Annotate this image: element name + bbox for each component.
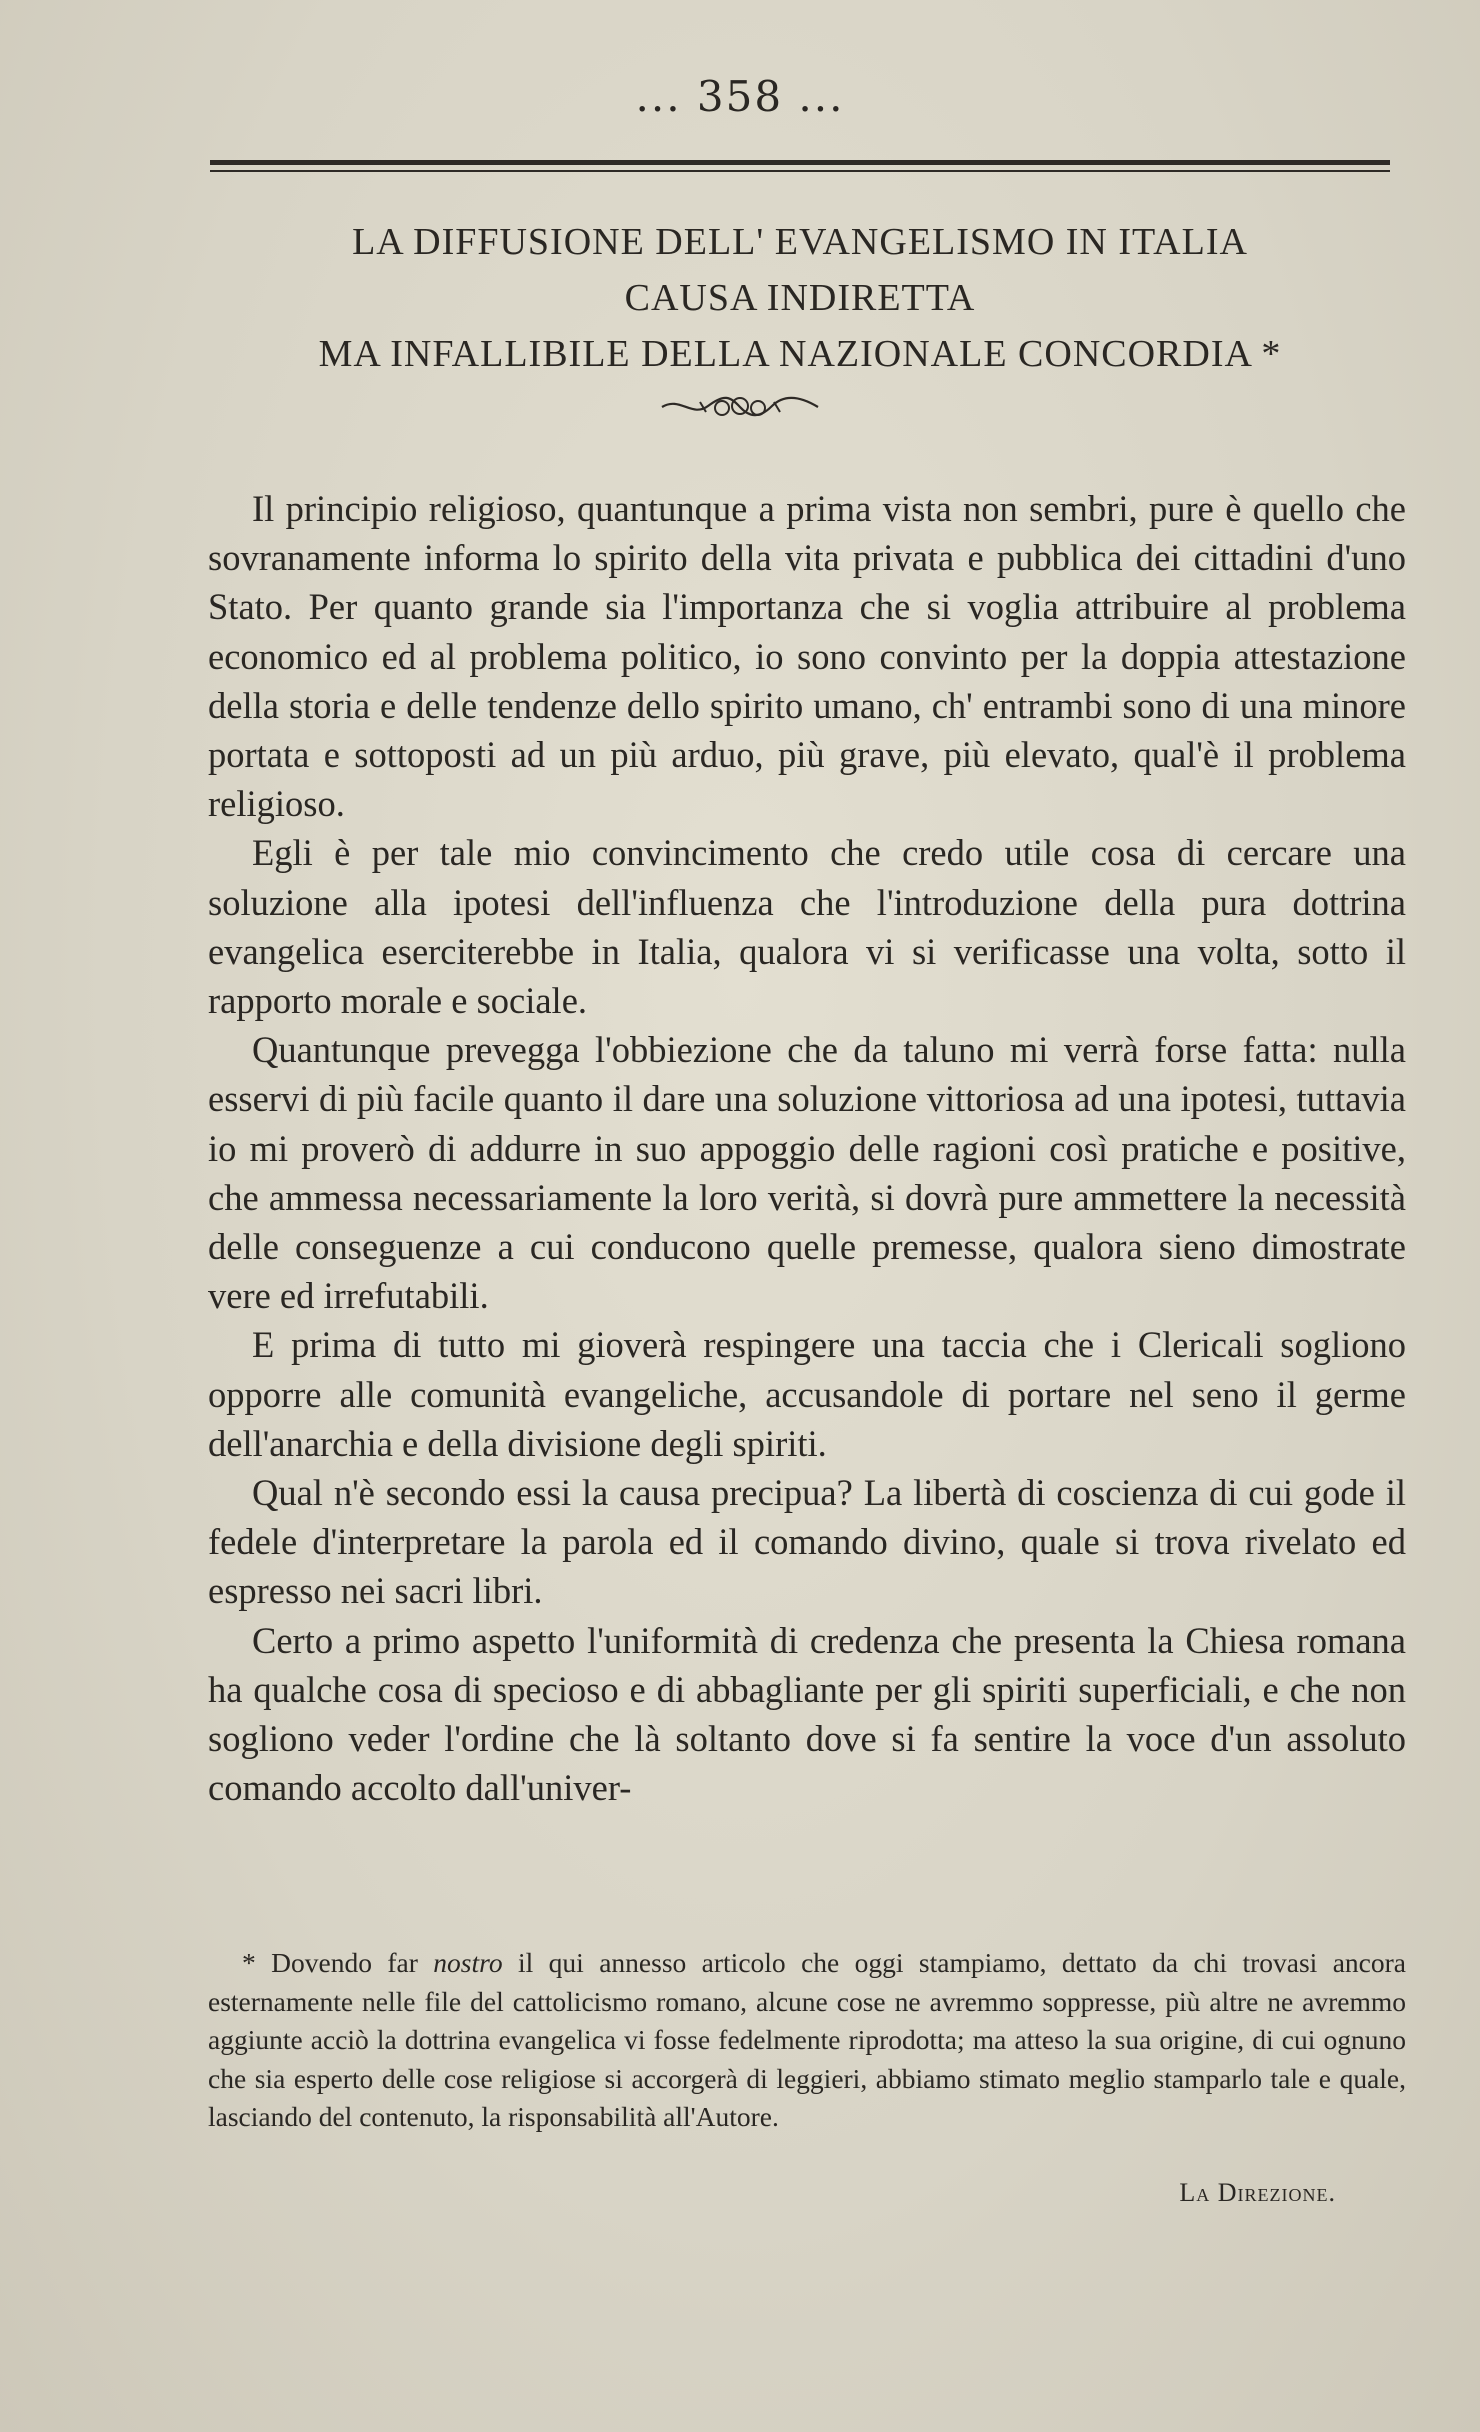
paragraph: Egli è per tale mio convincimento che credo utile cosa di cercare una soluzione alla ipotesi dell'influenza che l'introduzione della pura dottrina evangelica eserciterebbe in Italia, qualora vi si verificasse una volta, sotto il rapporto morale e sociale.	[208, 832, 1406, 1022]
paragraph: Qual n'è secondo essi la causa precipua? La libertà di coscienza di cui gode il fedele d'interpretare la parola ed il comando divino, quale si trova rivelato ed espresso nei sacri libri.	[208, 1472, 1406, 1612]
header-rule-thin	[210, 170, 1390, 172]
footnote-italic-word: nostro	[433, 1947, 503, 1978]
footnote-text-start: * Dovendo far	[242, 1947, 434, 1978]
footnote-text-rest: il qui annesso articolo che oggi stampiamo, dettato da chi trovasi ancora esternamente nelle file del cattolicismo romano, alcune cose ne avremmo soppresse, più altre ne avremmo aggiunte acciò la dottrina evangelica vi fosse fedelmente riprodotta; ma atteso la sua origine, di cui ognuno che sia esperto delle cose religiose si accorgerà di leggieri, abbiamo stimato meglio stamparlo tale e quale, lasciando del contenuto, la risponsabilità all'Autore.	[208, 1947, 1406, 2132]
title-ornament	[0, 392, 1480, 426]
page-number: ... 358 ...	[635, 72, 845, 121]
title-line-2: CAUSA INDIRETTA	[624, 277, 976, 319]
header-rule-thick	[210, 160, 1390, 165]
flourish-ornament-icon	[660, 392, 820, 422]
article-title	[210, 214, 1390, 382]
paragraph: Quantunque prevegga l'obbiezione che da taluno mi verrà forse fatta: nulla esservi di più facile quanto il dare una soluzione vittoriosa ad una ipotesi, tuttavia io mi proverò di addurre in suo appoggio delle ragioni così pratiche e positive, che ammessa necessariamente la loro verità, si dovrà pure ammettere la necessità delle conseguenze a cui conducono quelle premesse, qualora sieno dimostrate vere ed irrefutabili.	[208, 1029, 1406, 1317]
footnote-signature: La Direzione.	[1179, 2178, 1336, 2207]
paragraph: E prima di tutto mi gioverà respingere una taccia che i Clericali sogliono opporre alle comunità evangeliche, accusandole di portare nel seno il germe dell'anarchia e della divisione degli spiriti.	[208, 1324, 1406, 1464]
footnote-text	[208, 1944, 1406, 2137]
paragraph: Il principio religioso, quantunque a prima vista non sembri, pure è quello che sovranamente informa lo spirito della vita privata e pubblica dei cittadini d'uno Stato. Per quanto grande sia l'importanza che si voglia attribuire al problema economico ed al problema politico, io sono convinto per la doppia attestazione della storia e delle tendenze dello spirito umano, ch' entrambi sono di una minore portata e sottoposti ad un più arduo, più grave, più elevato, qual'è il problema religioso.	[208, 488, 1406, 825]
paragraph: Certo a primo aspetto l'uniformità di credenza che presenta la Chiesa romana ha qualche cosa di specioso e di abbagliante per gli spiriti superficiali, e che non sogliono veder l'ordine che là soltanto dove si fa sentire la voce d'un assoluto comando accolto dall'univer-	[208, 1619, 1406, 1809]
title-line-3: MA INFALLIBILE DELLA NAZIONALE CONCORDIA *	[318, 333, 1282, 375]
footnote	[208, 1944, 1406, 2137]
article-body	[208, 484, 1406, 1812]
title-line-1: LA DIFFUSIONE DELL' EVANGELISMO IN ITALIA	[352, 221, 1248, 263]
